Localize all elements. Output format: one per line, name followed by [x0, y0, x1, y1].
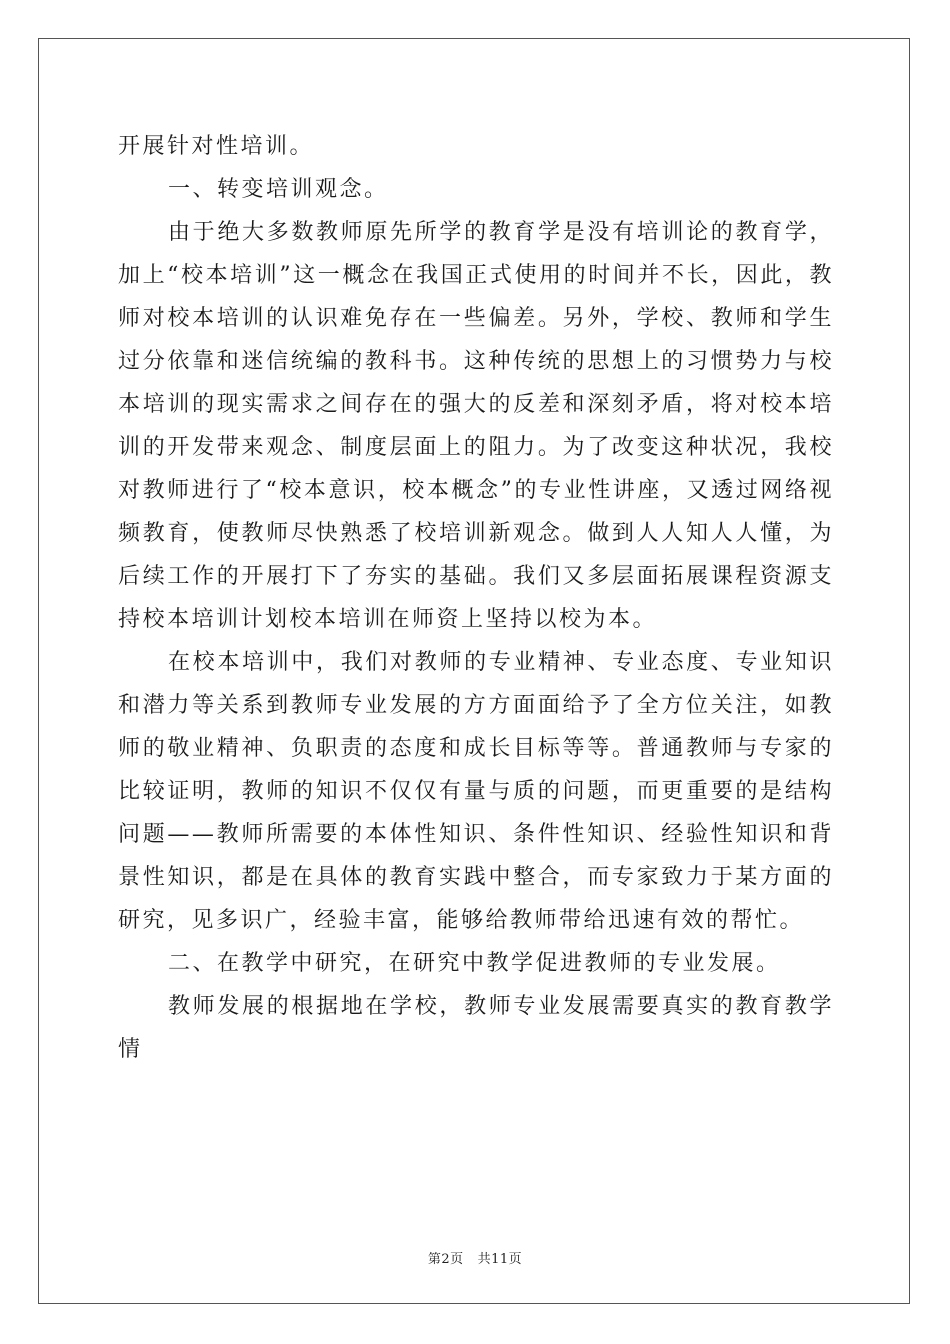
paragraph-school-base: 教师发展的根据地在学校，教师专业发展需要真实的教育教学情 [118, 994, 834, 1062]
paragraph-continuation: 开展针对性培训。 [118, 134, 315, 159]
section-heading-1: 一、转变培训观念。 [168, 177, 389, 202]
section-heading-2: 二、在教学中研究，在研究中教学促进教师的专业发展。 [168, 951, 781, 976]
page-number: 第2页 [427, 1252, 464, 1267]
total-pages: 共11页 [477, 1252, 523, 1267]
paragraph-training-concept: 由于绝大多数教师原先所学的教育学是没有培训论的教育学，加上“校本培训”这一概念在我国正式使用的时间并不长，因此，教师对校本培训的认识难免存在一些偏差。另外，学校、教师和学生过分依靠和迷信统编的教科书。这种传统的思想上的习惯势力与校本培训的现实需求之间存在的强大的反差和深刻矛盾，将对校本培训的开发带来观念、制度层面上的阻力。为了改变这种状况，我校对教师进行了“校本意识，校本概念”的专业性讲座，又透过网络视频教育，使教师尽快熟悉了校培训新观念。做到人人知人人懂，为后续工作的开展打下了夯实的基础。我们又多层面拓展课程资源支持校本培训计划校本培训在师资上坚持以校为本。 [118, 220, 834, 632]
page-footer [0, 1248, 950, 1267]
document-body [118, 125, 834, 1071]
paragraph-teacher-development: 在校本培训中，我们对教师的专业精神、专业态度、专业知识和潜力等关系到教师专业发展的方方面面给予了全方位关注，如教师的敬业精神、负职责的态度和成长目标等等。普通教师与专家的比较证明，教师的知识不仅仅有量与质的问题，而更重要的是结构问题——教师所需要的本体性知识、条件性知识、经验性知识和背景性知识，都是在具体的教育实践中整合，而专家致力于某方面的研究，见多识广，经验丰富，能够给教师带给迅速有效的帮忙。 [118, 650, 834, 933]
